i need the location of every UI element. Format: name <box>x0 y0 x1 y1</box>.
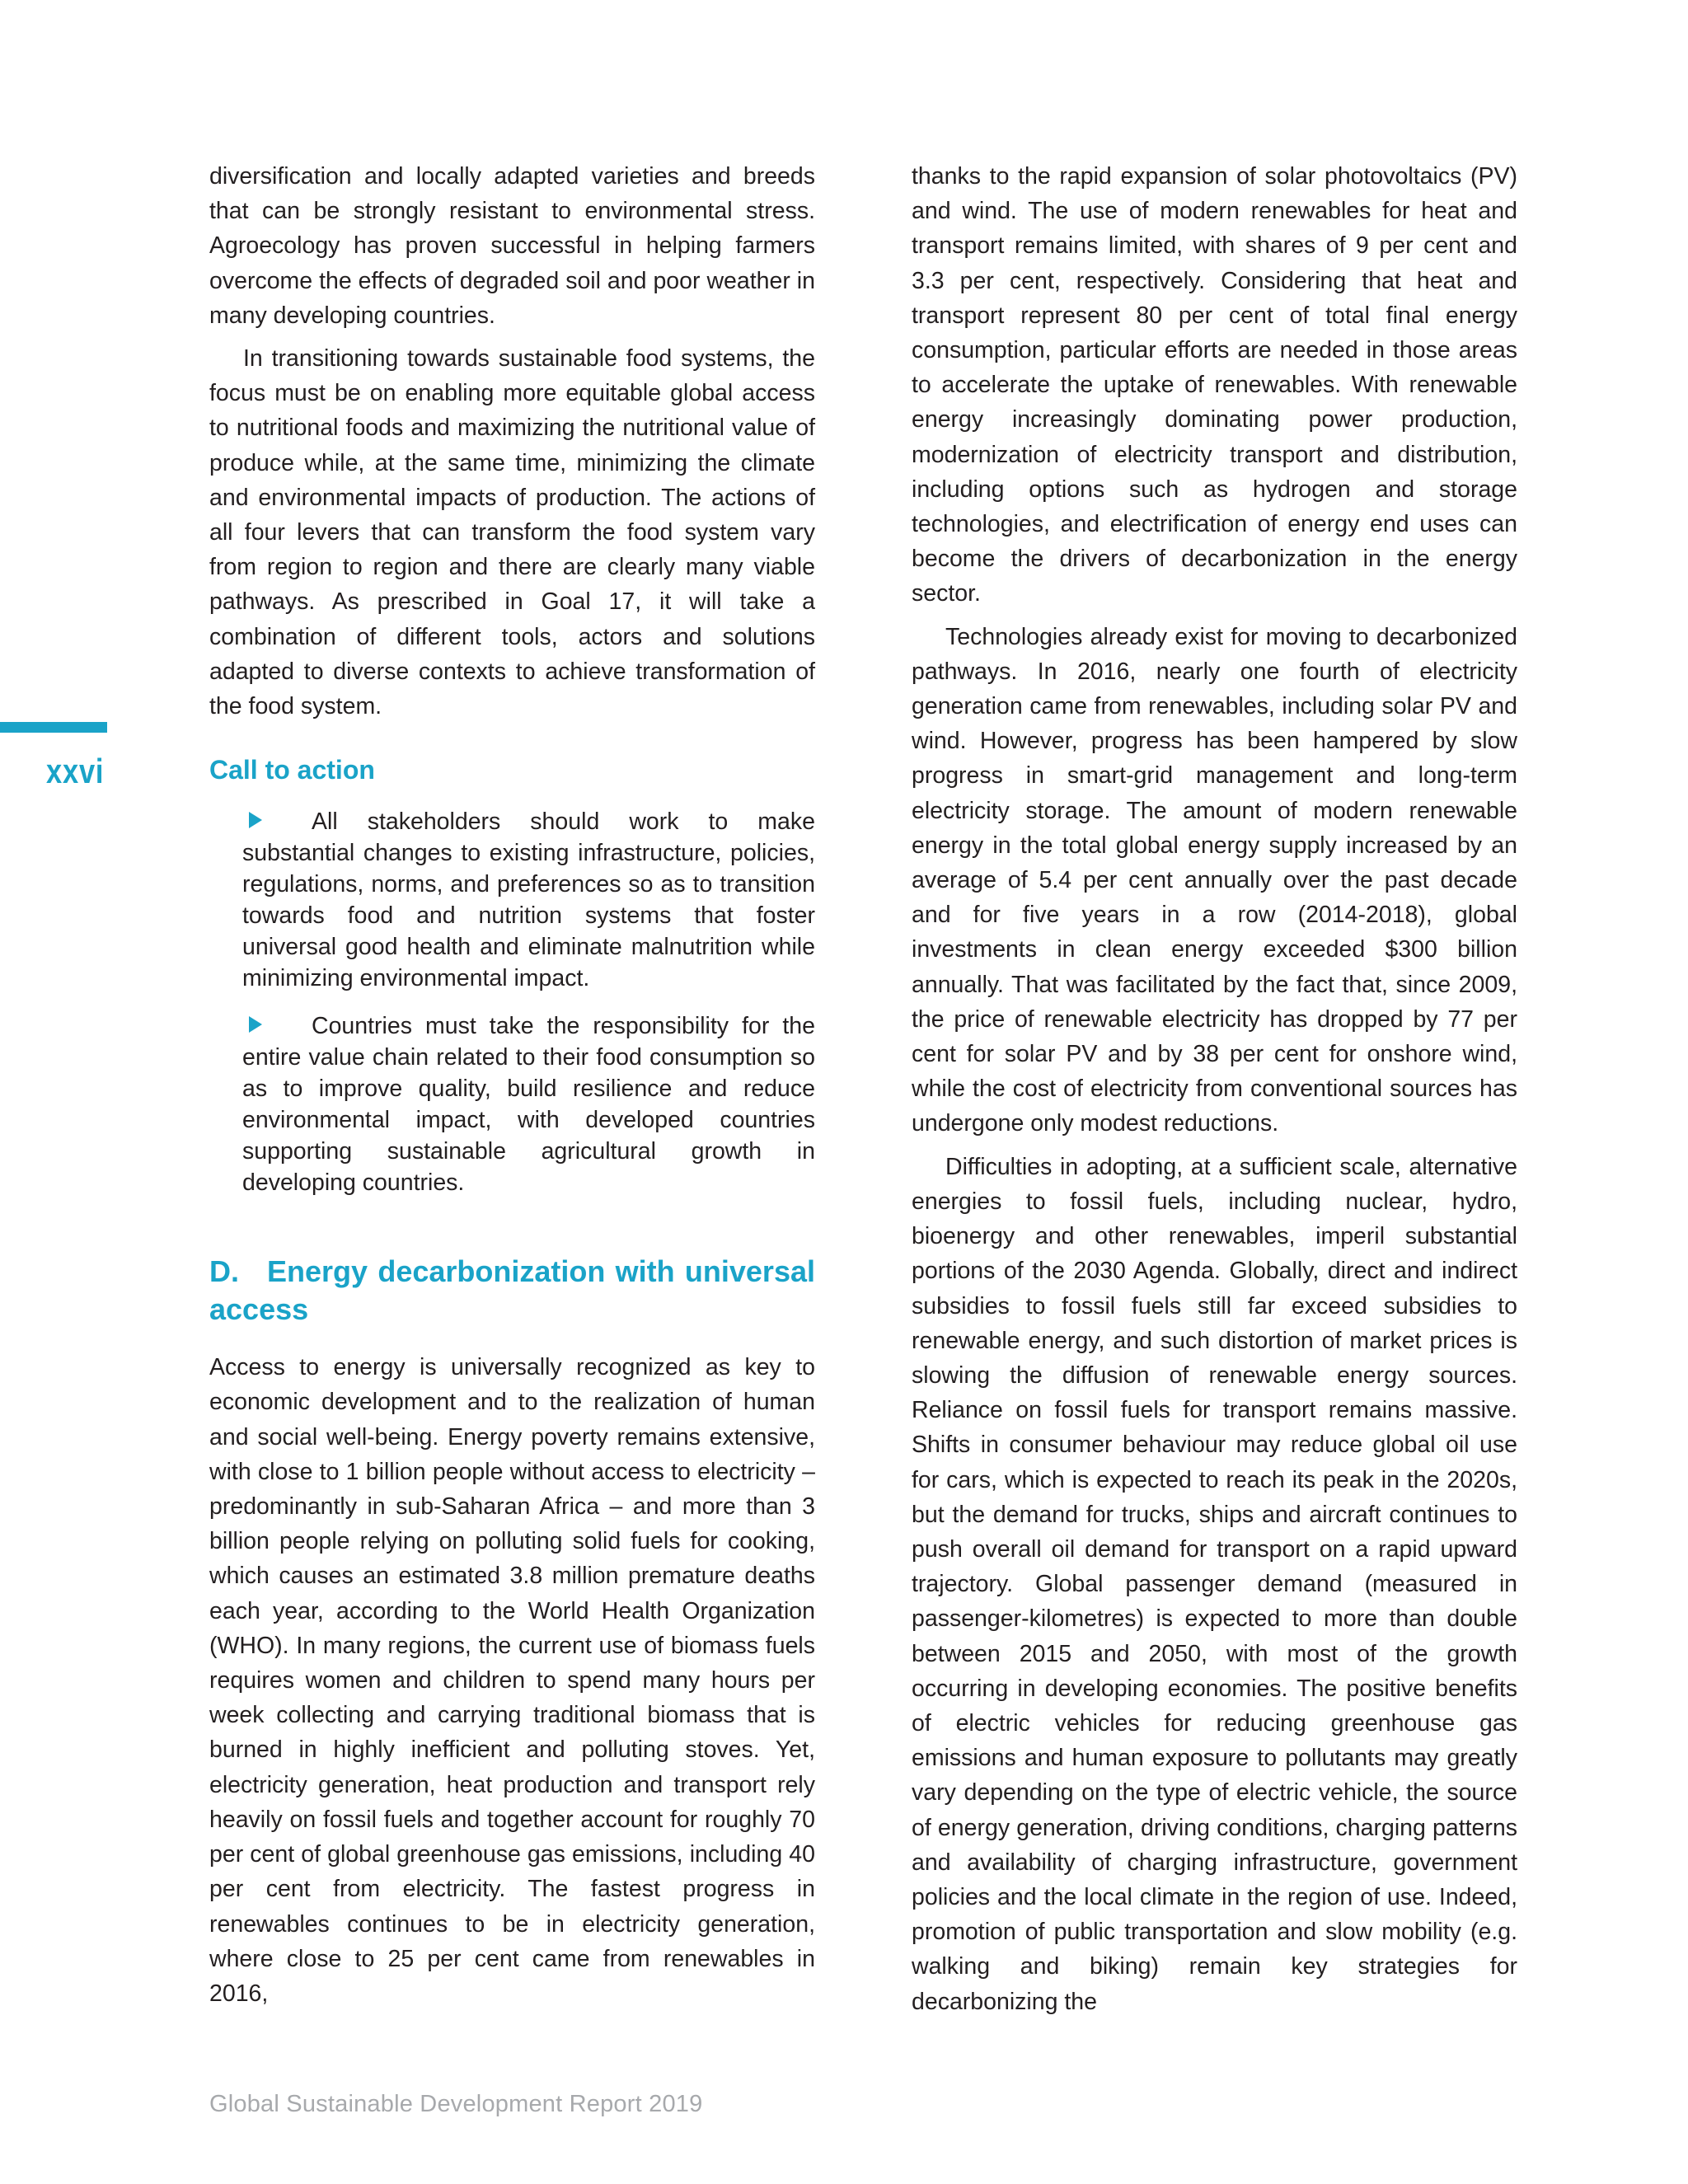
footer-title: Global Sustainable Development Report 2019 <box>209 2091 703 2117</box>
section-letter: D. <box>209 1254 239 1289</box>
triangle-bullet-icon <box>249 812 262 828</box>
section-heading <box>209 1253 815 1329</box>
right-column <box>912 159 1517 2019</box>
triangle-bullet-icon <box>249 1016 262 1033</box>
right-paragraph-1: thanks to the rapid expansion of solar photovoltaics (PV) and wind. The use of modern renewables for heat and transport remains limited, with shares of 9 per cent and 3.3 per cent, respectively. Considering that heat and transport represent 80 per cent of total final energy consumption, particular efforts are needed in those areas to accelerate the uptake of renewables. With renewable energy increasingly dominating power production, modernization of electricity transport and distribution, including options such as hydrogen and storage technologies, and electrification of energy end uses can become the drivers of decarbonization in the energy sector. <box>912 163 1517 607</box>
section-title: Energy decarbonization with universal access <box>209 1254 815 1327</box>
list-item <box>242 806 815 994</box>
call-to-action-list <box>209 806 815 1198</box>
right-paragraph-3: Difficulties in adopting, at a sufficient scale, alternative energies to fossil fuels, including nuclear, hydro, bioenergy and other renewables, imperil substantial portions of the 2030 Agenda. Globally, direct and indirect subsidies to fossil fuels still far exceed subsidies to renewable energy, and such distortion of market prices is slowing the diffusion of renewable energy sources. Reliance on fossil fuels for transport remains massive. Shifts in consumer behaviour may reduce global oil use for cars, which is expected to reach its peak in the 2020s, but the demand for trucks, ships and aircraft continues to push overall oil demand for transport on a rapid upward trajectory. Global passenger demand (measured in passenger-kilometres) is expected to more than double between 2015 and 2050, with most of the growth occurring in developing economies. The positive benefits of electric vehicles for reducing greenhouse gas emissions and human exposure to pollutants may greatly vary depending on the type of electric vehicle, the source of energy generation, driving conditions, charging patterns and availability of charging infrastructure, government policies and the local climate in the region of use. Indeed, promotion of public transportation and slow mobility (e.g. walking and biking) remain key strategies for decarbonizing the <box>912 1153 1517 2015</box>
bullet-text: Countries must take the responsibility for the entire value chain related to their food consumption so as to improve quality, build resilience and reduce environmental impact, with developed countries supporting sustainable agricultural growth in developing countries. <box>242 1013 815 1197</box>
page-marker-bar <box>0 722 107 733</box>
left-paragraph-3: Access to energy is universally recognized as key to economic development and to the realization of human and social well-being. Energy poverty remains extensive, with close to 1 billion people without access to electricity – predominantly in sub-Saharan Africa – and more than 3 billion people relying on polluting solid fuels for cooking, which causes an estimated 3.8 million premature deaths each year, according to the World Health Organization (WHO). In many regions, the current use of biomass fuels requires women and children to spend many hours per week collecting and carrying traditional biomass that is burned in highly inefficient and polluting stoves. Yet, electricity generation, heat production and transport rely heavily on fossil fuels and together account for roughly 70 per cent of global greenhouse gas emissions, including 40 per cent from electricity. The fastest progress in renewables continues to be in electricity generation, where close to 25 per cent came from renewables in 2016, <box>209 1354 815 2007</box>
page-number: xxvi <box>46 752 105 790</box>
list-item <box>242 1010 815 1198</box>
left-column <box>209 159 815 2011</box>
right-paragraph-2: Technologies already exist for moving to decarbonized pathways. In 2016, nearly one fourth of electricity generation came from renewables, including solar PV and wind. However, progress has been hampered by slow progress in smart-grid management and long-term electricity storage. The amount of modern renewable energy in the total global energy supply increased by an average of 5.4 per cent annually over the past decade and for five years in a row (2014-2018), global investments in clean energy exceeded $300 billion annually. That was facilitated by the fact that, since 2009, the price of renewable electricity has dropped by 77 per cent for solar PV and by 38 per cent for onshore wind, while the cost of electricity from conventional sources has undergone only modest reductions. <box>912 623 1517 1137</box>
left-paragraph-2: In transitioning towards sustainable food systems, the focus must be on enabling more equitable global access to nutritional foods and maximizing the nutritional value of produce while, at the same time, minimizing the climate and environmental impacts of production. The actions of all four levers that can transform the food system vary from region to region and there are clearly many viable pathways. As prescribed in Goal 17, it will take a combination of different tools, actors and solutions adapted to diverse contexts to achieve transformation of the food system. <box>209 345 815 720</box>
left-paragraph-1: diversification and locally adapted varieties and breeds that can be strongly resistant to environmental stress. Agroecology has proven successful in helping farmers overcome the effects of degraded soil and poor weather in many developing countries. <box>209 163 815 329</box>
bullet-text: All stakeholders should work to make substantial changes to existing infrastructure, policies, regulations, norms, and preferences so as to transition towards food and nutrition systems that foster universal good health and eliminate malnutrition while minimizing environmental impact. <box>242 808 815 992</box>
call-to-action-heading: Call to action <box>209 755 375 785</box>
